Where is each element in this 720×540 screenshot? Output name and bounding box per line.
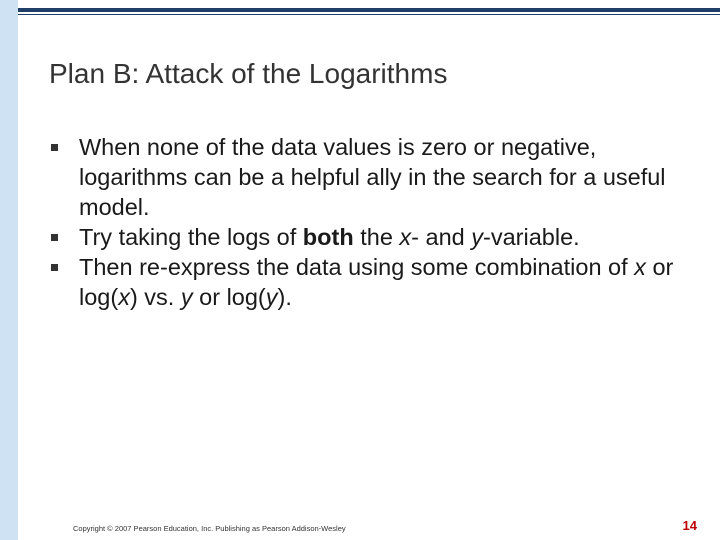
bullet-item	[51, 222, 691, 252]
bullet-text-run: y	[180, 284, 193, 310]
bullet-text-run: or log(	[192, 284, 266, 310]
bullet-text-run: When none of the data values is zero or negative, logarithms can be a helpful ally in the search for a useful model.	[79, 134, 666, 220]
bullet-text-run: x	[399, 224, 412, 250]
bullet-item	[51, 132, 691, 222]
bullet-text-run: ) vs.	[129, 284, 181, 310]
top-rule-thin	[18, 14, 720, 15]
bullet-text-run: y	[471, 224, 484, 250]
page-number: 14	[682, 518, 697, 533]
top-rule-thick	[18, 8, 720, 12]
bullet-item	[51, 252, 691, 312]
bullet-text-run: y	[265, 284, 278, 310]
bullet-text-run: ).	[277, 284, 292, 310]
bullet-text-run: the	[353, 224, 400, 250]
left-accent-band	[0, 0, 18, 540]
bullet-text-run: x	[118, 284, 130, 310]
bullet-text-run: -variable.	[483, 224, 580, 250]
bullet-list	[51, 132, 691, 312]
bullet-text-run: both	[302, 224, 354, 250]
slide-title: Plan B: Attack of the Logarithms	[49, 58, 448, 89]
bullet-text-run: Then re-express the data using some combination of	[79, 254, 635, 280]
square-bullet-icon	[51, 264, 58, 271]
bullet-text-run: - and	[411, 224, 472, 250]
square-bullet-icon	[51, 234, 58, 241]
square-bullet-icon	[51, 144, 58, 151]
bullet-text-run: Try taking the logs of	[79, 224, 303, 250]
bullet-text-run: x	[634, 254, 646, 280]
bullet-text-run: or log(	[79, 254, 674, 310]
footer-copyright: Copyright © 2007 Pearson Education, Inc. Publishing as Pearson Addison-Wesley	[73, 524, 346, 533]
